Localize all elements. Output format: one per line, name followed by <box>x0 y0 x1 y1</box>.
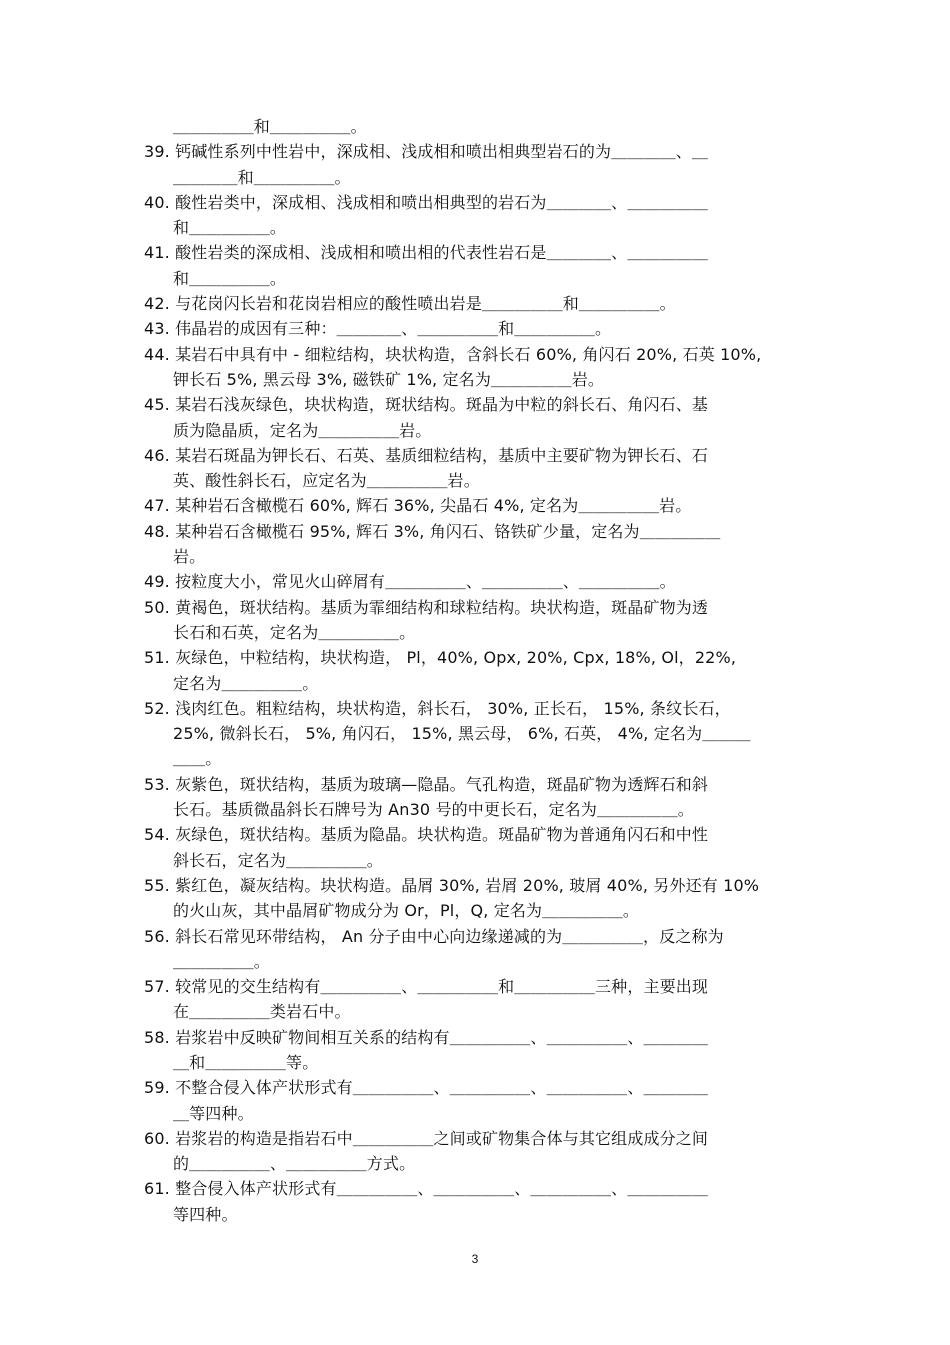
text-line: 56. 斜长石常见环带结构， An 分子由中心向边缘递减的为＿＿＿＿＿，反之称为 <box>144 926 724 946</box>
text-line: 61. 整合侵入体产状形式有＿＿＿＿＿、＿＿＿＿＿、＿＿＿＿＿、＿＿＿＿＿ <box>144 1179 709 1199</box>
text-line: 在＿＿＿＿＿类岩石中。 <box>173 1002 351 1022</box>
text-line: 50. 黄褐色，斑状结构。基质为霏细结构和球粒结构。块状构造，斑晶矿物为透 <box>144 597 709 617</box>
text-line: 定名为＿＿＿＿＿。 <box>173 673 319 693</box>
text-line: ＿等四种。 <box>173 1103 254 1123</box>
text-line: 42. 与花岗闪长岩和花岗岩相应的酸性喷出岩是＿＿＿＿＿和＿＿＿＿＿。 <box>144 294 676 314</box>
text-line: 斜长石，定名为＿＿＿＿＿。 <box>173 850 383 870</box>
text-line: 的火山灰，其中晶屑矿物成分为 Or，Pl，Q, 定名为＿＿＿＿＿。 <box>173 901 640 921</box>
text-line: 英、酸性斜长石，应定名为＿＿＿＿＿岩。 <box>173 471 480 491</box>
text-line: ＿＿＿＿＿和＿＿＿＿＿。 <box>173 117 367 136</box>
text-line: 46. 某岩石斑晶为钾长石、石英、基质细粒结构，基质中主要矿物为钾长石、石 <box>144 445 709 465</box>
text-line: 钾长石 5%, 黑云母 3%, 磁铁矿 1%, 定名为＿＿＿＿＿岩。 <box>173 369 605 389</box>
text-line: 51. 灰绿色，中粒结构，块状构造， Pl，40%, Opx, 20%, Cpx, 18%, Ol，22%, <box>144 648 737 668</box>
text-line: 45. 某岩石浅灰绿色，块状构造，斑状结构。斑晶为中粒的斜长石、角闪石、基 <box>144 395 709 415</box>
text-line: 40. 酸性岩类中，深成相、浅成相和喷出相典型的岩石为＿＿＿＿、＿＿＿＿＿ <box>144 192 709 212</box>
text-line: 的＿＿＿＿＿、＿＿＿＿＿方式。 <box>173 1154 416 1174</box>
text-line: 47. 某种岩石含橄榄石 60%, 辉石 36%, 尖晶石 4%, 定名为＿＿＿＿＿岩。 <box>144 496 692 516</box>
text-line: ＿＿＿＿和＿＿＿＿＿。 <box>173 167 351 187</box>
text-line: 和＿＿＿＿＿。 <box>173 218 287 238</box>
text-line: 53. 灰紫色，斑状结构，基质为玻璃—隐晶。气孔构造，斑晶矿物为透辉石和斜 <box>144 774 709 794</box>
text-line: 等四种。 <box>173 1204 238 1224</box>
page-number: 3 <box>471 1252 479 1266</box>
text-line: 39. 钙碱性系列中性岩中，深成相、浅成相和喷出相典型岩石的为＿＿＿＿、＿ <box>144 142 709 162</box>
text-line: 48. 某种岩石含橄榄石 95%, 辉石 3%, 角闪石、铬铁矿少量，定名为＿＿＿＿＿ <box>144 521 721 541</box>
text-line: 长石和石英，定名为＿＿＿＿＿。 <box>173 622 416 642</box>
text-line: 岩。 <box>173 547 206 567</box>
text-line: 54. 灰绿色，斑状结构。基质为隐晶。块状构造。斑晶矿物为普通角闪石和中性 <box>144 825 709 845</box>
text-line: ＿和＿＿＿＿＿等。 <box>173 1052 319 1072</box>
text-line: 58. 岩浆岩中反映矿物间相互关系的结构有＿＿＿＿＿、＿＿＿＿＿、＿＿＿＿ <box>144 1027 709 1047</box>
text-line: 44. 某岩石中具有中 - 细粒结构，块状构造，含斜长石 60%, 角闪石 20%, 石英 10%, <box>144 344 762 364</box>
text-line: 57. 较常见的交生结构有＿＿＿＿＿、＿＿＿＿＿和＿＿＿＿＿三种，主要出现 <box>144 977 709 997</box>
text-line: 55. 紫红色，凝灰结构。块状构造。晶屑 30%, 岩屑 20%, 玻屑 40%, 另外还有 10% <box>144 875 760 895</box>
question-list <box>144 114 834 1227</box>
text-line: ＿＿。 <box>173 749 222 769</box>
text-line: 41. 酸性岩类的深成相、浅成相和喷出相的代表性岩石是＿＿＿＿、＿＿＿＿＿ <box>144 243 709 263</box>
text-line: 60. 岩浆岩的构造是指岩石中＿＿＿＿＿之间或矿物集合体与其它组成成分之间 <box>144 1128 709 1148</box>
text-line: ＿＿＿＿＿。 <box>173 951 270 971</box>
text-line: 49. 按粒度大小，常见火山碎屑有＿＿＿＿＿、＿＿＿＿＿、＿＿＿＿＿。 <box>144 572 676 592</box>
text-line: 和＿＿＿＿＿。 <box>173 268 287 288</box>
text-line: 25%, 微斜长石， 5%, 角闪石， 15%, 黑云母， 6%, 石英， 4%, 定名为＿＿＿ <box>173 724 751 744</box>
text-line: 52. 浅肉红色。粗粒结构，块状构造，斜长石， 30%, 正长石， 15%, 条纹长石， <box>144 698 731 718</box>
text-line: 43. 伟晶岩的成因有三种：＿＿＿＿、＿＿＿＿＿和＿＿＿＿＿。 <box>144 319 612 339</box>
text-line: 长石。基质微晶斜长石牌号为 An30 号的中更长石，定名为＿＿＿＿＿。 <box>173 800 694 820</box>
text-line: 59. 不整合侵入体产状形式有＿＿＿＿＿、＿＿＿＿＿、＿＿＿＿＿、＿＿＿＿ <box>144 1078 709 1098</box>
text-line: 质为隐晶质，定名为＿＿＿＿＿岩。 <box>173 420 432 440</box>
